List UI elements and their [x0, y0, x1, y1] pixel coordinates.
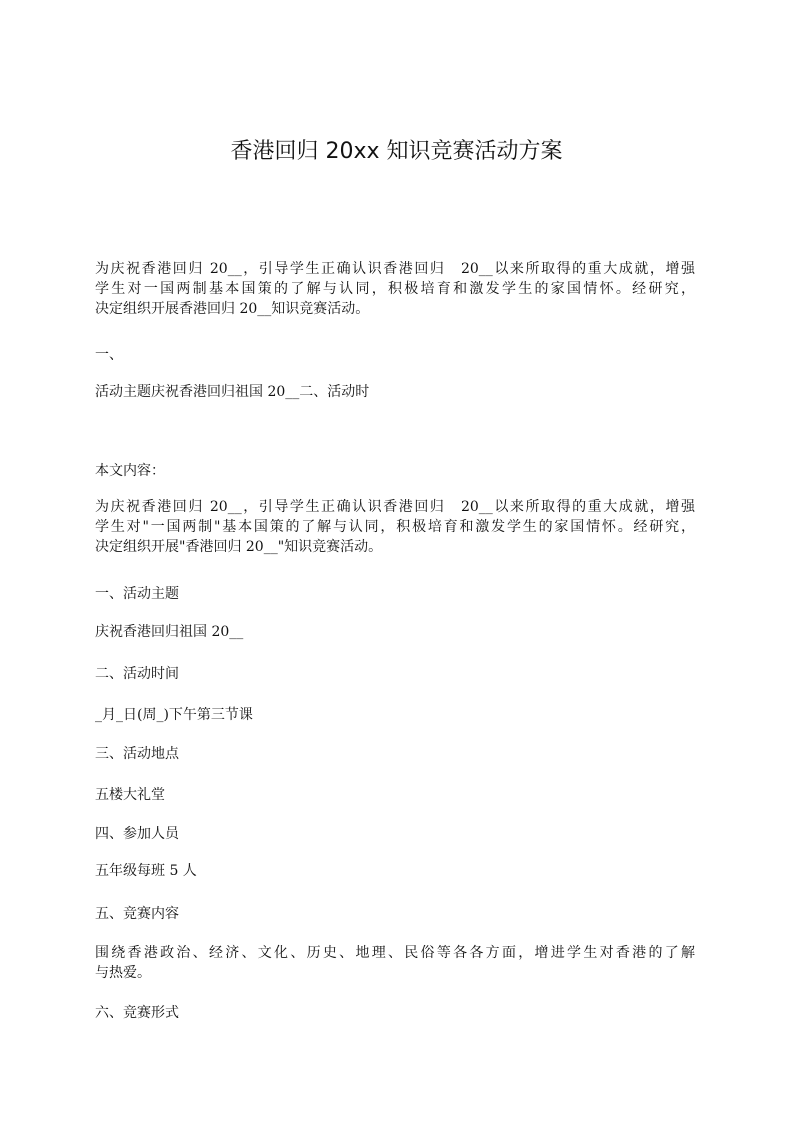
- section-heading-content: 五、竞赛内容: [95, 906, 179, 922]
- section-text-content-line-1: 围绕香港政治、经济、文化、历史、地理、民俗等各各方面，增进学生对香港的了解: [95, 945, 695, 961]
- section-text-location: 五楼大礼堂: [95, 787, 165, 803]
- section-heading-participants: 四、参加人员: [95, 826, 179, 842]
- section-heading-location: 三、活动地点: [95, 746, 179, 762]
- document-title: 香港回归 20xx 知识竞赛活动方案: [230, 139, 563, 164]
- section-text-content: [95, 943, 695, 983]
- intro-line-1: 为庆祝香港回归 20__，引导学生正确认识香港回归 20__以来所取得的重大成就，增强: [95, 261, 695, 277]
- section-text-theme: 庆祝香港回归祖国 20__: [95, 624, 244, 640]
- intro-paragraph: [95, 259, 695, 319]
- body-intro-line-3: 决定组织开展"香港回归 20__"知识竞赛活动。: [95, 539, 383, 555]
- body-intro-line-1: 为庆祝香港回归 20__，引导学生正确认识香港回归 20__以来所取得的重大成就，增强: [95, 499, 695, 515]
- intro-line-2: 学生对一国两制基本国策的了解与认同，积极培育和激发学生的家国情怀。经研究，: [95, 281, 695, 297]
- section-text-content-line-2: 与热爱。: [95, 965, 151, 981]
- section-heading-format: 六、竞赛形式: [95, 1005, 179, 1021]
- summary-heading: 一、: [95, 347, 123, 363]
- section-heading-theme: 一、活动主题: [95, 586, 179, 602]
- content-label: 本文内容：: [95, 463, 165, 479]
- section-heading-time: 二、活动时间: [95, 666, 179, 682]
- section-text-participants: 五年级每班 5 人: [95, 863, 197, 879]
- body-intro-paragraph: [95, 497, 695, 557]
- section-text-time: _月_日(周_)下午第三节课: [95, 707, 253, 723]
- body-intro-line-2: 学生对"一国两制"基本国策的了解与认同，积极培育和激发学生的家国情怀。经研究，: [95, 519, 695, 535]
- intro-line-3: 决定组织开展香港回归 20__知识竞赛活动。: [95, 301, 370, 317]
- summary-line: 活动主题庆祝香港回归祖国 20__二、活动时: [95, 384, 370, 400]
